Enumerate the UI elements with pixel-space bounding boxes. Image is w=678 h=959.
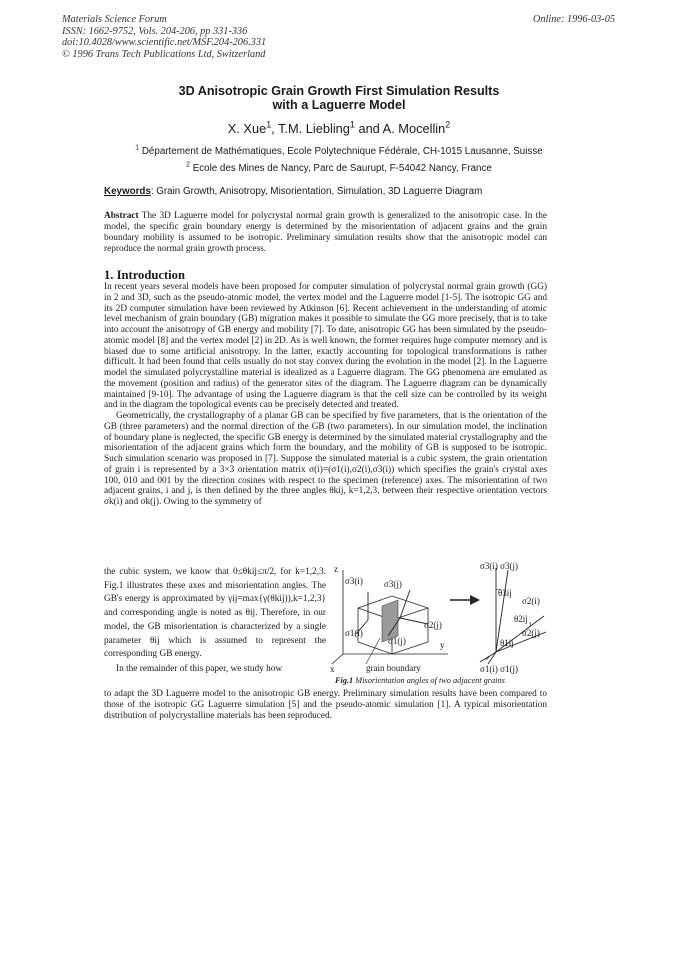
affiliation-1-text: Département de Mathématiques, Ecole Polytechnique Fédérale, CH-1015 Lausanne, Suisse (141, 146, 543, 157)
intro-column-text: the cubic system, we know that 0≤θkij≤π/2, for k=1,2,3. Fig.1 illustrates these axes and misorientation angles. The GB's energy is approximated by γij=max{γ(θkij)),k=1,2,3} and corresponding angle is noted as θij. Therefore, in our model, the GB misorientation is characterized by a single parameter θij which is assumed to represent the corresponding GB energy. (104, 567, 326, 660)
journal-name: Materials Science Forum (62, 14, 167, 25)
author-sep-2: and (354, 121, 383, 136)
sigma1-j-label: σ1(j) (388, 636, 406, 646)
x-axis-label: x (330, 664, 335, 674)
right-sigma3-label: σ3(i) σ3(j) (480, 561, 518, 571)
author-2: T.M. Liebling (278, 121, 350, 136)
figure-1 (330, 560, 550, 682)
author-3-affil: 2 (445, 119, 451, 130)
intro-remainder-start: In the remainder of this paper, we study how (116, 664, 283, 674)
author-3: A. Mocellin (382, 121, 446, 136)
doi-line[interactable]: doi:10.4028/www.scientific.net/MSF.204-206.331 (62, 37, 267, 49)
keywords-text: : Grain Growth, Anisotropy, Misorientation, Simulation, 3D Laguerre Diagram (150, 186, 483, 197)
right-sigma1-label: σ1(i) σ1(j) (480, 664, 518, 674)
copyright-line: © 1996 Trans Tech Publications Ltd, Switzerland (62, 48, 266, 60)
title-line-2: with a Laguerre Model (272, 98, 406, 113)
right-sigma1-j (488, 652, 496, 664)
caption-text: Misorientation angles of two adjacent grains (355, 676, 505, 685)
theta3-label: θ3ij (498, 588, 512, 598)
introduction-body (104, 282, 547, 508)
abstract-text: The 3D Laguerre model for polycrystal normal grain growth is generalized to the anisotropic case. In the model, the specific grain boundary energy is determined by the misorientation of adjacent grains and the grain boundary mobility is assumed to be isotropic. Preliminary simulation results show that the anisotropic model can reproduce the normal grain growth process. (104, 211, 547, 254)
affiliation-2-text: Ecole des Mines de Nancy, Parc de Saurupt, F-54042 Nancy, France (192, 163, 492, 174)
sigma3-j-label: σ3(j) (384, 579, 402, 589)
affiliation-1 (70, 146, 608, 157)
right-sigma2-i-label: σ2(i) (522, 596, 540, 606)
online-date: Online: 1996-03-05 (532, 14, 615, 25)
intro-remainder-end: to adapt the 3D Laguerre model to the anisotropic GB energy. Preliminary simulation results have been compared to those of the isotropic GG Laguerre simulation [5] and the pseudo-atomic simulation [1]. A typical misorientation distribution of polycrystalline materials has been reproduced. (104, 689, 547, 721)
keywords-label: Keywords (104, 186, 151, 197)
misorientation-diagram (330, 560, 550, 682)
author-list (70, 121, 608, 136)
theta2-label: θ2ij (514, 614, 528, 624)
arrow-head (470, 595, 480, 605)
affiliation-1-number: 1 (135, 144, 140, 152)
author-sep-1: , (271, 121, 279, 136)
author-2-affil: 1 (349, 119, 355, 130)
grain-boundary-label: grain boundary (366, 663, 421, 673)
abstract (104, 211, 547, 255)
title-line-1: 3D Anisotropic Grain Growth First Simulation Results (178, 84, 500, 98)
grain-boundary-leader (366, 638, 380, 664)
abstract-label: Abstract (104, 211, 139, 221)
sigma3-j-vector (400, 590, 410, 618)
caption-label: Fig.1 (335, 676, 354, 685)
x-axis (332, 654, 343, 664)
y-axis-label: y (440, 640, 445, 650)
sigma1-i-label: σ1(i) (345, 628, 363, 638)
issn-line: ISSN: 1662-9752, Vols. 204-206, pp 331-336 (62, 25, 248, 37)
journal-header (62, 14, 266, 60)
affiliation-2 (70, 163, 608, 174)
right-sigma2-j-label: σ2(j) (522, 628, 540, 638)
figure-1-caption (335, 676, 505, 685)
right-sigma1-i (480, 652, 496, 662)
author-1: X. Xue (227, 121, 267, 136)
affiliation-2-number: 2 (186, 161, 190, 169)
section-heading-introduction: 1. Introduction (104, 268, 185, 282)
intro-paragraph-1: In recent years several models have been proposed for computer simulation of polycrystal normal grain growth (GG) in 2 and 3D, such as the pseudo-atomic model, the vertex model and the Laguerre model [1-5]. The isotropic GG and its 2D computer simulation have been reviewed by Atkinson [6]. Recent achievement in the understanding of atomic level mechanism of grain boundary (GB) migration makes it possible to simulate the GG more precisely, that is to take into account the anisotropy of GB energy and mobility [7]. To date, anisotropic GG has been simulated by the pseudo-atomic model [8] and the vertex model [2] in 2D. As is well known, the former requires huge computer memory and is biased due to some artificial anisotropy. In the latter, exactly accounting for topological transformations is rather difficult. It had been found that cells usually do not stay convex during the evolution in the model [2]. In the Laguerre model the simulated polycrystalline material is idealized as a Laguerre diagram. The GG phenomena are emulated as the movement (position and radius) of the generator sites of the diagram. The Laguerre diagram can be dynamically maintained [9-10]. The advantage of using the Laguerre diagram is that the cell size can be controlled by its weight and in the diagram the topological events can be precisely detected and treated. (104, 282, 547, 411)
paper-title (70, 84, 608, 112)
keywords (104, 186, 482, 197)
intro-paragraph-2: Geometrically, the crystallography of a planar GB can be specified by five parameters, that is the orientation of the GB (three parameters) and the normal direction of the GB (two parameters). In our simulation model, the inclination of boundary plane is neglected, the specific GB energy is determined by the simulated material crystallography and the misorientation of the adjacent grains which form the boundary, and the mobility of GB is supposed to be isotropic. Such simulation scenario was proposed in [7]. Suppose the simulated material is a cubic system, the grain orientation of grain i is represented by a 3×3 orientation matrix σ(i)=(σ1(i),σ2(i),σ3(i)) which specifies the grain's crystal axes 100, 010 and 001 by the direction cosines with respect to the specimen (reference) axes. The misorientation of two adjacent grains, i and j, is then defined by the three angles θkij, k=1,2,3, between their respective orientation vectors σk(i) and σk(j). Owing to the symmetry of (104, 411, 547, 507)
sigma2-j-label: σ2(j) (424, 620, 442, 630)
theta1-label: θ1ij (500, 638, 514, 648)
author-1-affil: 1 (266, 119, 272, 130)
z-axis-label: z (334, 564, 338, 574)
sigma3-i-label: σ3(i) (345, 576, 363, 586)
